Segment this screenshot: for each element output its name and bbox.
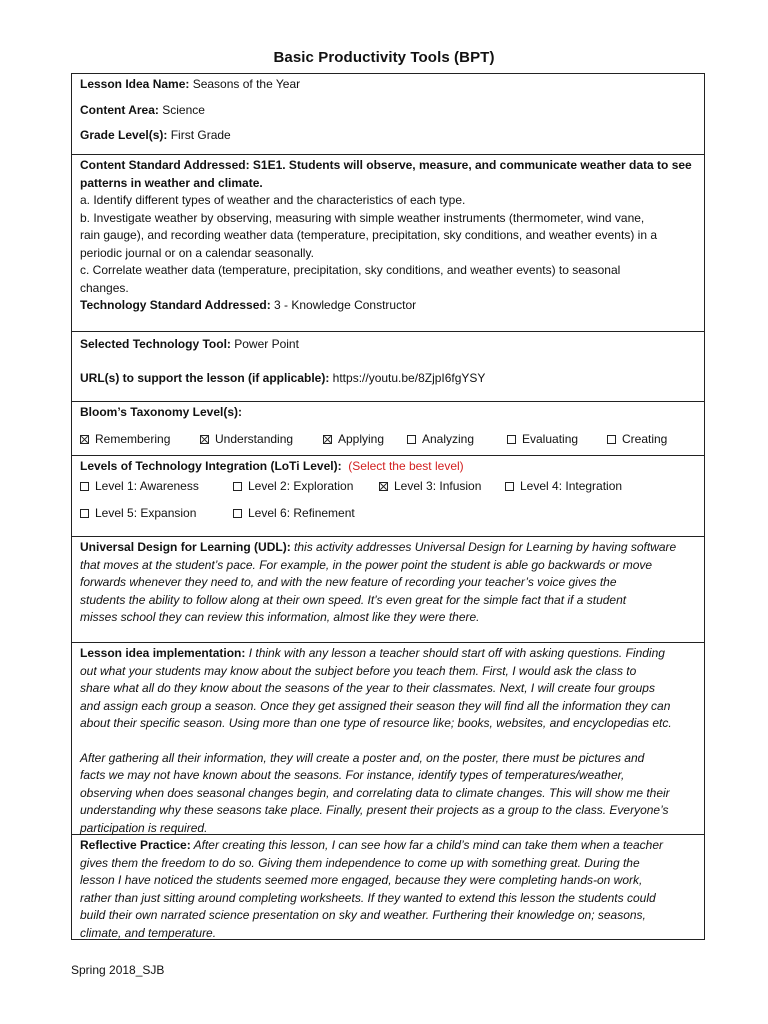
content-area-value: Science — [158, 102, 205, 117]
udl-line-4: students the ability to follow along at their own speed. It’s even great for the simple fact that if a student — [80, 592, 627, 607]
checkbox-icon[interactable] — [607, 435, 616, 444]
lesson-name-label: Lesson Idea Name: — [80, 77, 190, 91]
blooms-option-understanding[interactable]: Understanding — [200, 431, 323, 449]
grade-level-value: First Grade — [167, 128, 231, 142]
udl-label: Universal Design for Learning (UDL): — [80, 540, 291, 554]
lesson-info-section — [72, 74, 704, 154]
udl-section — [72, 536, 704, 642]
impl-line-7: facts we may not have known about the seasons. For instance, identify types of temperatures/weather, — [80, 768, 625, 782]
refl-line-1: Reflective Practice: After creating this lesson, I can see how far a child’s mind can take them when a teacher — [80, 838, 663, 852]
blooms-label: Bloom’s Taxonomy Level(s): — [80, 405, 243, 419]
content-standard-line-1 — [80, 157, 696, 175]
page-footer: Spring 2018_SJB — [71, 963, 165, 977]
content-standard-label: Content Standard Addressed: — [80, 158, 250, 172]
lesson-name-value: Seasons of the Year — [189, 77, 301, 91]
checkbox-icon[interactable] — [323, 435, 332, 444]
checkbox-icon[interactable] — [379, 482, 388, 491]
impl-line-8: observing when does seasonal changes begin, and correlating data to climate changes. This will show me their — [80, 785, 670, 800]
content-standard-line-7: c. Correlate weather data (temperature, precipitation, sky conditions, and weather events) to seasonal — [80, 263, 621, 277]
checkbox-icon[interactable] — [505, 482, 514, 491]
impl-line-5: about their specific season. Using more than one type of resource like; books, websites, and encyclopedias etc. — [80, 716, 672, 730]
loti-section — [72, 455, 704, 536]
blooms-taxonomy-section — [72, 401, 704, 455]
content-standard-line-5: rain gauge), and recording weather data (temperature, precipitation, sky conditions, and weather events) in a — [80, 228, 657, 242]
url-label: URL(s) to support the lesson (if applicable): — [80, 370, 330, 385]
checkbox-icon[interactable] — [233, 482, 242, 491]
loti-option-level-5[interactable]: Level 5: Expansion — [80, 505, 233, 523]
impl-line-4: and assign each group a season. Once they get assigned their season they will find all the information they can — [80, 698, 671, 713]
impl-line-3: share what all do they know about the seasons of the year to their classmates. Next, I will create four groups — [80, 681, 655, 695]
udl-line-2: that moves at the student’s pace. For example, in the power point the student is able go backwards or move — [80, 557, 653, 572]
loti-options-row-2 — [80, 505, 696, 523]
content-standard-code: S1E1. Students will observe, measure, and communicate weather data to see — [249, 158, 692, 172]
technology-tool-section — [72, 331, 704, 401]
content-standard-line-4: b. Investigate weather by observing, measuring with simple weather instruments (thermometer, wind vane, — [80, 210, 645, 225]
content-standard-line-8: changes. — [80, 280, 129, 295]
tech-standard-line — [80, 297, 696, 315]
checkbox-icon[interactable] — [233, 509, 242, 518]
loti-label: Levels of Technology Integration (LoTi Level): — [80, 459, 342, 473]
loti-options-row-1 — [80, 478, 696, 496]
implementation-section — [72, 642, 704, 834]
impl-line-6: After gathering all their information, they will create a poster and, on the poster, there must be pictures and — [80, 750, 645, 765]
impl-label: Lesson idea implementation: — [80, 646, 246, 660]
refl-line-3: lesson I have noticed the students seemed more engaged, because they were completing hands-on work, — [80, 873, 643, 887]
blooms-option-applying[interactable]: Applying — [323, 431, 407, 449]
loti-option-level-3[interactable]: Level 3: Infusion — [379, 478, 505, 496]
loti-option-level-4[interactable]: Level 4: Integration — [505, 478, 622, 496]
loti-hint: (Select the best level) — [348, 459, 464, 473]
checkbox-icon[interactable] — [407, 435, 416, 444]
lesson-plan-table — [71, 73, 705, 940]
page-title: Basic Productivity Tools (BPT) — [273, 49, 495, 66]
refl-line-2: gives them the freedom to do so. Giving them independence to come up with something great. During the — [80, 855, 640, 870]
udl-line-3: forwards whenever they need to, and with the new feature of recording your teacher’s voice gives the — [80, 575, 617, 589]
blooms-option-analyzing[interactable]: Analyzing — [407, 431, 507, 449]
refl-line-5: build their own narrated science presentation on sky and weather. Furthering their knowledge on; seasons, — [80, 908, 646, 922]
loti-option-level-6[interactable]: Level 6: Refinement — [233, 505, 355, 523]
content-standard-line-2: patterns in weather and climate. — [80, 175, 263, 190]
tech-standard-label: Technology Standard Addressed: — [80, 298, 271, 312]
loti-heading — [80, 458, 696, 476]
checkbox-icon[interactable] — [200, 435, 209, 444]
refl-line-6: climate, and temperature. — [80, 925, 217, 940]
checkbox-icon[interactable] — [80, 482, 89, 491]
impl-line-10: participation is required. — [80, 820, 208, 835]
loti-option-level-1[interactable]: Level 1: Awareness — [80, 478, 233, 496]
content-standard-section — [72, 154, 704, 331]
tech-standard-value: 3 - Knowledge Constructor — [270, 298, 417, 312]
udl-line-1: Universal Design for Learning (UDL): this activity addresses Universal Design for Learning by having software — [80, 540, 677, 554]
url-value[interactable]: https://youtu.be/8ZjpI6fgYSY — [329, 370, 486, 385]
checkbox-icon[interactable] — [507, 435, 516, 444]
refl-line-4: rather than just sitting around completing worksheets. If they wanted to extend this lesson the students could — [80, 890, 656, 905]
tool-value: Power Point — [230, 337, 299, 351]
reflective-section — [72, 834, 704, 939]
refl-label: Reflective Practice: — [80, 838, 191, 852]
grade-level-line — [80, 127, 696, 145]
tool-label: Selected Technology Tool: — [80, 337, 231, 351]
checkbox-icon[interactable] — [80, 509, 89, 518]
lesson-name-line — [80, 76, 696, 94]
blooms-option-evaluating[interactable]: Evaluating — [507, 431, 607, 449]
blooms-option-creating[interactable]: Creating — [607, 431, 667, 449]
content-area-label: Content Area: — [80, 102, 159, 117]
udl-line-5: misses school they can review this information, almost like they were there. — [80, 610, 480, 624]
tool-line — [80, 336, 696, 354]
grade-level-label: Grade Level(s): — [80, 128, 168, 142]
content-standard-line-6: periodic journal or on a calendar seasonally. — [80, 245, 314, 260]
impl-line-2: out what your students may know about the subject before you teach them. First, I would ask the class to — [80, 663, 637, 678]
blooms-option-remembering[interactable]: Remembering — [80, 431, 200, 449]
url-line — [80, 370, 696, 388]
loti-option-level-2[interactable]: Level 2: Exploration — [233, 478, 379, 496]
content-area-line — [80, 102, 696, 120]
content-standard-line-3: a. Identify different types of weather and the characteristics of each type. — [80, 193, 466, 207]
impl-line-1: Lesson idea implementation: I think with any lesson a teacher should start off with asking questions. Finding — [80, 646, 665, 660]
impl-line-9: understanding why these seasons take place. Finally, present their projects as a group to the class. Everyone’s — [80, 803, 669, 817]
checkbox-icon[interactable] — [80, 435, 89, 444]
blooms-options — [80, 431, 696, 449]
